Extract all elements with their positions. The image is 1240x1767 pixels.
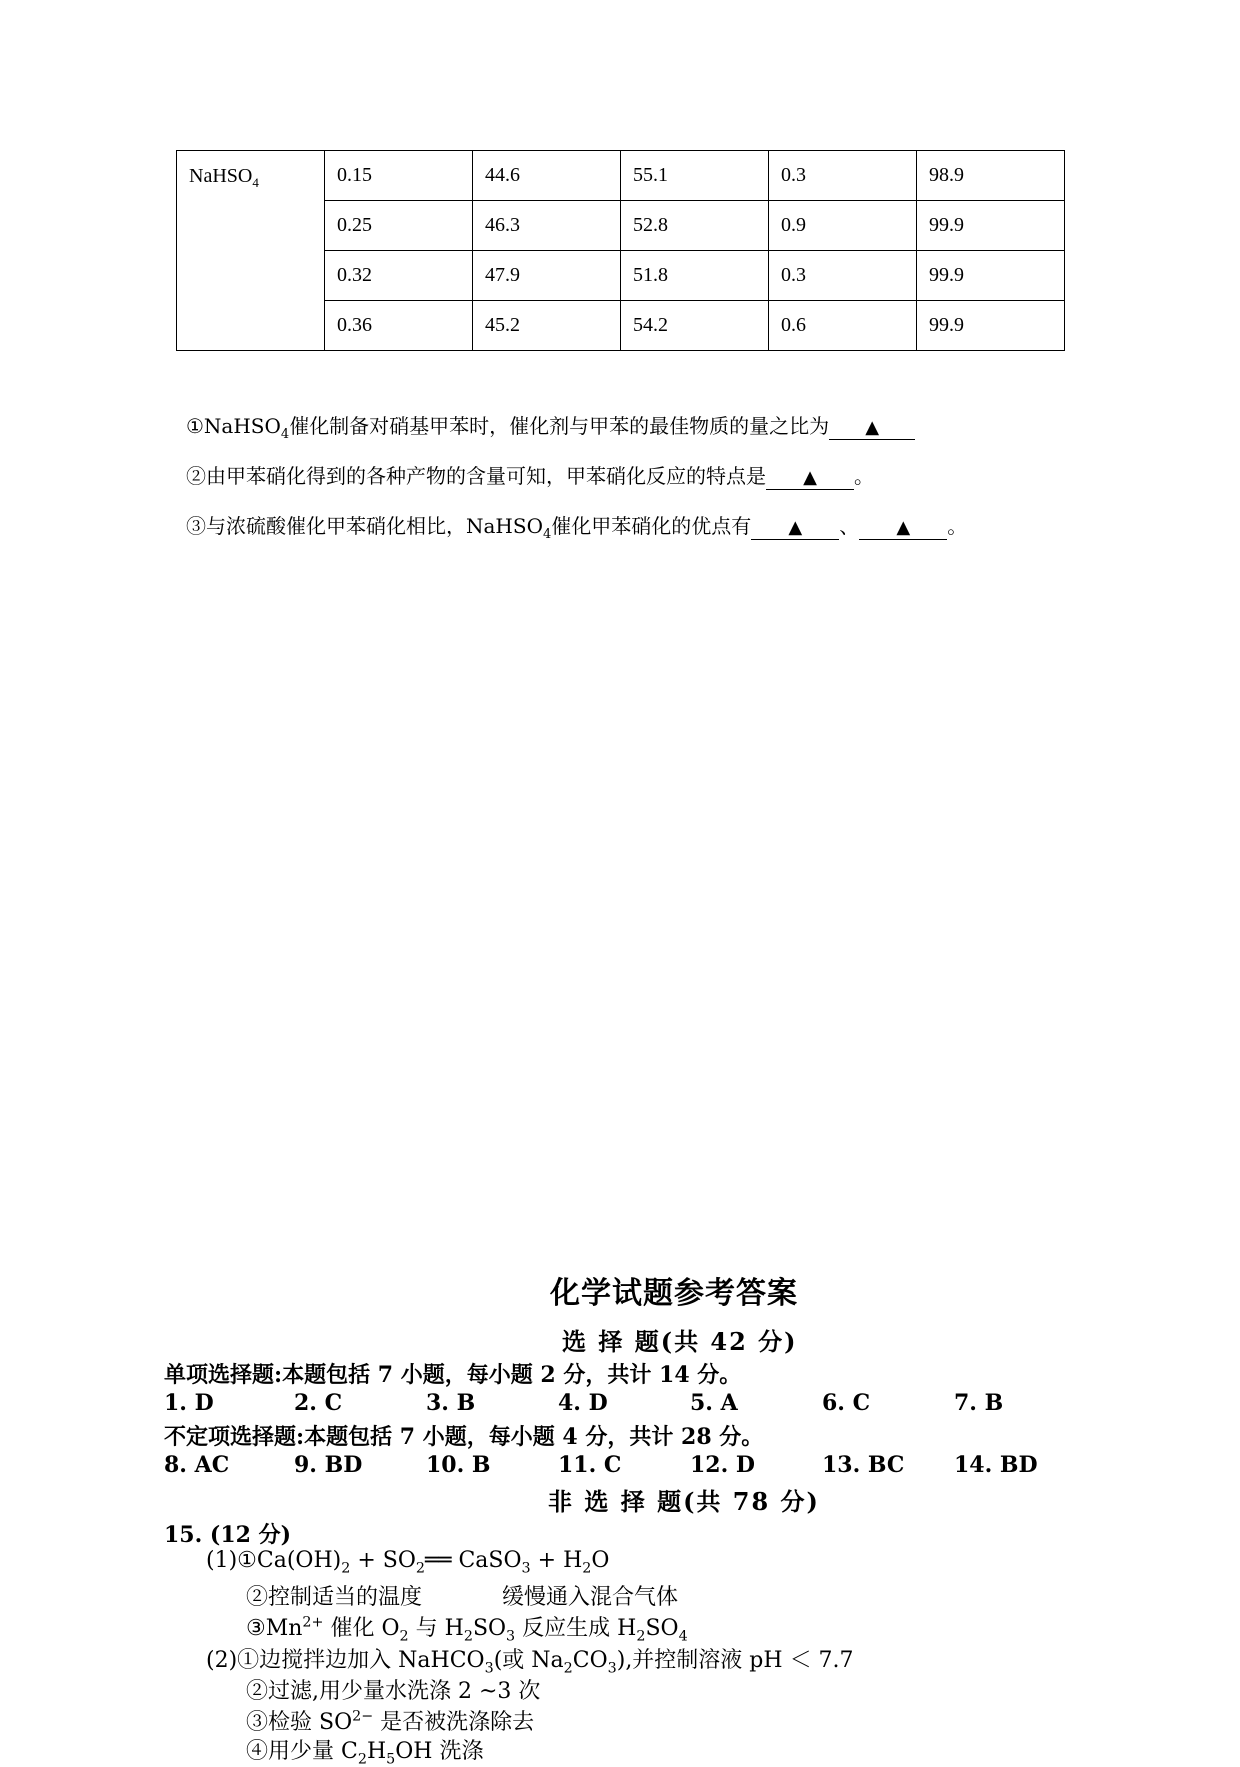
table-cell: 99.9	[917, 201, 1065, 251]
answer-item: 9. BD	[294, 1452, 363, 1478]
answer-item: 5. A	[690, 1390, 738, 1416]
answer-line-7: ④用少量 $C_2H_5OH$ 洗涤	[246, 1739, 484, 1767]
table-cell: 99.9	[917, 301, 1065, 351]
table-cell: 51.8	[621, 251, 769, 301]
table-cell: 55.1	[621, 151, 769, 201]
answer-blank[interactable]: ▲	[829, 417, 915, 440]
answer-line-3: $③Mn^{2+}$ 催化 $O_2$ 与 $H_2SO_3$ 反应生成 $H_2SO_4$	[246, 1614, 688, 1645]
answer-item: 4. D	[558, 1390, 608, 1416]
table-cell: 52.8	[621, 201, 769, 251]
section-choice-heading: 选 择 题(共 42 分)	[562, 1327, 798, 1356]
table-cell: 54.2	[621, 301, 769, 351]
answer-line-4: (2)①边搅拌边加入 NaHCO$_3$(或 $Na_2CO_3$),并控制溶液 pH ＜ 7.7	[206, 1648, 854, 1677]
answer-item: 12. D	[690, 1452, 756, 1478]
question-3: ③与浓硫酸催化甲苯硝化相比，NaHSO$_4$催化甲苯硝化的优点有 ▲ 、 ▲ 。	[186, 514, 968, 542]
question-2: ②由甲苯硝化得到的各种产物的含量可知，甲苯硝化反应的特点是 ▲ 。	[186, 464, 874, 488]
table-cell: 0.3	[769, 151, 917, 201]
answer-blank[interactable]: ▲	[751, 517, 839, 540]
answer-line-1: $(1)①Ca(OH)_2$ + $SO_2══$ CaSO$_3$ + $H_2O$	[206, 1548, 610, 1577]
table-cell: 46.3	[473, 201, 621, 251]
table-cell: 0.3	[769, 251, 917, 301]
question-15-heading: 15. (12 分)	[164, 1522, 292, 1548]
section-nonchoice-heading: 非 选 择 题(共 78 分)	[548, 1487, 820, 1516]
table-cell: 0.9	[769, 201, 917, 251]
answer-item: 1. D	[164, 1390, 214, 1416]
answer-line-6: ③检验 $SO^{2-}$ 是否被洗涤除去	[246, 1708, 535, 1735]
table-cell: 47.9	[473, 251, 621, 301]
answer-item: 11. C	[558, 1452, 622, 1478]
table-cell: 0.15	[325, 151, 473, 201]
table-cell: 44.6	[473, 151, 621, 201]
table-row	[177, 151, 1065, 201]
answer-item: 6. C	[822, 1390, 871, 1416]
answer-blank[interactable]: ▲	[766, 467, 854, 490]
table-cell: 45.2	[473, 301, 621, 351]
question-1: ①NaHSO$_4$催化制备对硝基甲苯时，催化剂与甲苯的最佳物质的量之比为 ▲	[186, 410, 915, 442]
answer-item: 7. B	[954, 1390, 1004, 1416]
table-cell: 0.6	[769, 301, 917, 351]
answer-item: 13. BC	[822, 1452, 905, 1478]
table-cell: 0.25	[325, 201, 473, 251]
answer-item: 8. AC	[164, 1452, 230, 1478]
multi-choice-header: 不定项选择题:本题包括 7 小题，每小题 4 分，共计 28 分。	[164, 1424, 764, 1450]
table-cell: 0.32	[325, 251, 473, 301]
catalyst-cell: NaHSO$_4$	[177, 151, 325, 351]
answer-key-title: 化学试题参考答案	[550, 1276, 798, 1311]
answer-line-2: ②控制适当的温度 缓慢通入混合气体	[246, 1585, 679, 1610]
table-cell: 0.36	[325, 301, 473, 351]
answer-item: 14. BD	[954, 1452, 1038, 1478]
answer-item: 10. B	[426, 1452, 491, 1478]
answer-blank[interactable]: ▲	[859, 517, 947, 540]
answer-item: 3. B	[426, 1390, 476, 1416]
answer-item: 2. C	[294, 1390, 343, 1416]
catalyst-data-table	[176, 150, 1065, 351]
single-choice-header: 单项选择题:本题包括 7 小题，每小题 2 分，共计 14 分。	[164, 1362, 742, 1388]
answer-line-5: ②过滤,用少量水洗涤 2 ~3 次	[246, 1679, 541, 1704]
table-cell: 99.9	[917, 251, 1065, 301]
table-cell: 98.9	[917, 151, 1065, 201]
